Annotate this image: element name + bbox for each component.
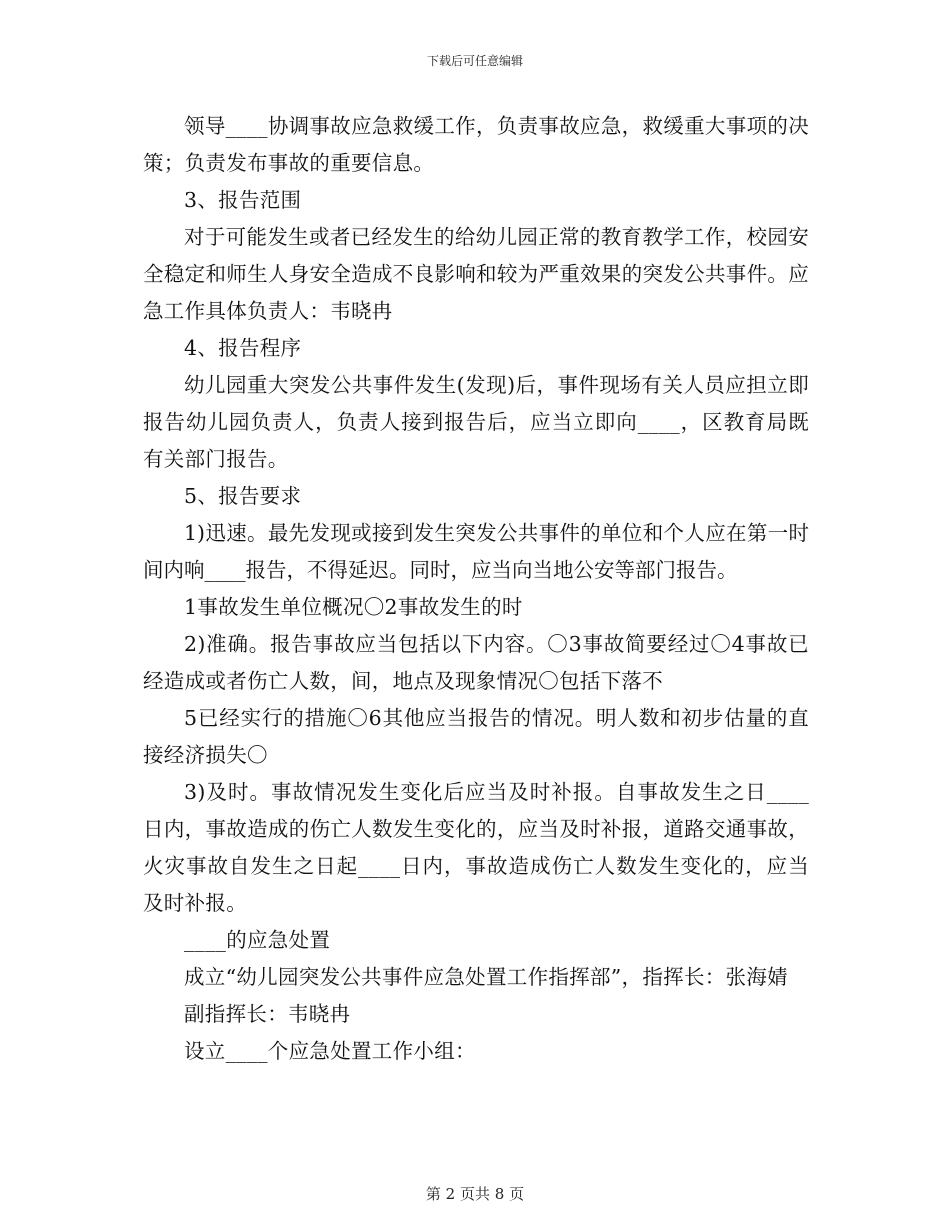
document-body	[143, 108, 809, 1070]
paragraph-requirement-accurate: 2)准确。报告事故应当包括以下内容。〇3事故简要经过〇4事故已经造成或者伤亡人数，间，地点及现象情况〇包括下落不	[143, 632, 809, 693]
paragraph-requirement-prompt: 1)迅速。最先发现或接到发生突发公共事件的单位和个人应在第一时间内响____报告，不得延迟。同时，应当向当地公安等部门报告。	[143, 521, 809, 582]
page-footer: 第 2 页共 8 页	[425, 1185, 525, 1203]
paragraph-report-procedure: 幼儿园重大突发公共事件发生(发现)后，事件现场有关人员应担立即报告幼儿园负责人，负责人接到报告后，应当立即向____，区教育局既有关部门报告。	[143, 373, 809, 471]
paragraph-leadership: 领导____协调事故应急救缓工作，负责事故应急，救缓重大事项的决策；负责发布事故的重要信息。	[143, 114, 809, 175]
heading-report-scope: 3、报告范围	[184, 188, 302, 212]
paragraph-deputy-commander: 副指挥长：韦晓冉	[184, 1002, 351, 1026]
paragraph-requirement-list-1: 1事故发生单位概况〇2事故发生的时	[184, 595, 523, 619]
heading-report-requirements: 5、报告要求	[184, 484, 302, 508]
heading-report-procedure: 4、报告程序	[184, 336, 302, 360]
paragraph-report-scope: 对于可能发生或者已经发生的给幼儿园正常的教育教学工作，校园安全稳定和师生人身安全造成不良影响和较为严重效果的突发公共事件。应急工作具体负责人：韦晓冉	[143, 225, 809, 323]
page-header: 下载后可任意编辑	[426, 54, 523, 68]
paragraph-working-groups: 设立____个应急处置工作小组：	[184, 1039, 476, 1063]
paragraph-requirement-list-2: 5已经实行的措施〇6其他应当报告的情况。明人数和初步估量的直接经济损失〇	[143, 706, 809, 767]
paragraph-command-center: 成立“幼儿园突发公共事件应急处置工作指挥部”，指挥长：张海婧	[184, 965, 788, 989]
paragraph-requirement-timely: 3)及时。事故情况发生变化后应当及时补报。自事故发生之日____日内，事故造成的伤亡人数发生变化的，应当及时补报，道路交通事故，火灾事故自发生之日起____日内，事故造成伤亡人数发生变化的，应当及时补报。	[143, 780, 809, 915]
heading-emergency-handling: ____的应急处置	[184, 928, 331, 952]
